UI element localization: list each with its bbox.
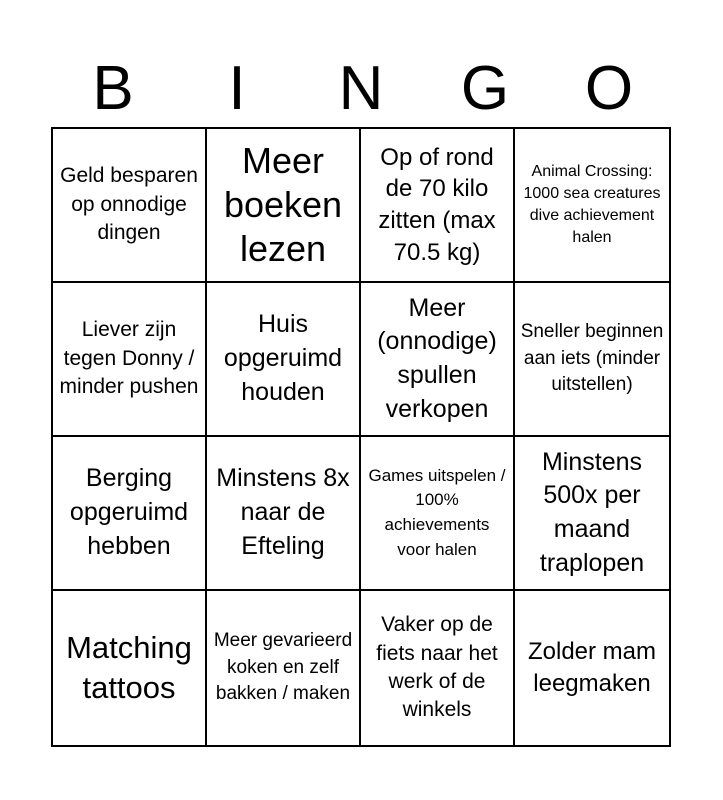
bingo-cell[interactable] (53, 591, 207, 745)
bingo-cell[interactable] (515, 591, 669, 745)
bingo-cell-text: Matching tattoos (66, 629, 192, 705)
bingo-header (51, 52, 671, 126)
bingo-cell[interactable] (515, 129, 669, 283)
bingo-cell[interactable] (361, 283, 515, 437)
bingo-cell[interactable] (207, 437, 361, 591)
bingo-cell-text: Sneller beginnen aan iets (minder uitstellen) (520, 320, 664, 396)
bingo-cell[interactable] (207, 283, 361, 437)
bingo-cell-text: Huis opgeruimd houden (223, 310, 343, 406)
bingo-cell-text: Minstens 500x per maand traplopen (539, 447, 645, 577)
header-letter-g: G (460, 54, 510, 123)
bingo-cell[interactable] (53, 129, 207, 283)
bingo-cell[interactable] (53, 283, 207, 437)
bingo-cell-text: Geld besparen op onnodige dingen (60, 164, 198, 245)
header-letter-n: N (338, 54, 384, 123)
bingo-cell[interactable] (53, 437, 207, 591)
bingo-cell[interactable] (515, 283, 669, 437)
bingo-cell-text: Liever zijn tegen Donny / minder pushen (59, 318, 199, 399)
bingo-cell[interactable] (361, 437, 515, 591)
bingo-cell-text: Meer gevarieerd koken en zelf bakken / maken (213, 629, 353, 705)
bingo-cell-text: Zolder mam leegmaken (527, 638, 657, 697)
header-letter-i: I (228, 54, 246, 123)
bingo-cell[interactable] (361, 129, 515, 283)
bingo-cell-text: Meer (onnodige) spullen verkopen (377, 293, 497, 423)
header-letter-b: B (92, 54, 134, 123)
bingo-cell[interactable] (207, 591, 361, 745)
bingo-cell-text: Vaker op de fiets naar het werk of de winkels (376, 613, 498, 722)
header-letter-o: O (584, 54, 634, 123)
bingo-cell[interactable] (361, 591, 515, 745)
bingo-cell-text: Games uitspelen / 100% achievements voor halen (368, 465, 506, 559)
bingo-cell-text: Meer boeken lezen (223, 140, 343, 269)
bingo-cell-text: Minstens 8x naar de Efteling (216, 464, 350, 560)
bingo-cell[interactable] (515, 437, 669, 591)
bingo-cell-text: Animal Crossing: 1000 sea creatures dive achievement halen (523, 162, 661, 247)
bingo-cell[interactable] (207, 129, 361, 283)
bingo-cell-text: Berging opgeruimd hebben (69, 464, 189, 560)
bingo-cell-text: Op of rond de 70 kilo zitten (max 70.5 kg) (378, 143, 496, 266)
bingo-board (51, 127, 671, 747)
